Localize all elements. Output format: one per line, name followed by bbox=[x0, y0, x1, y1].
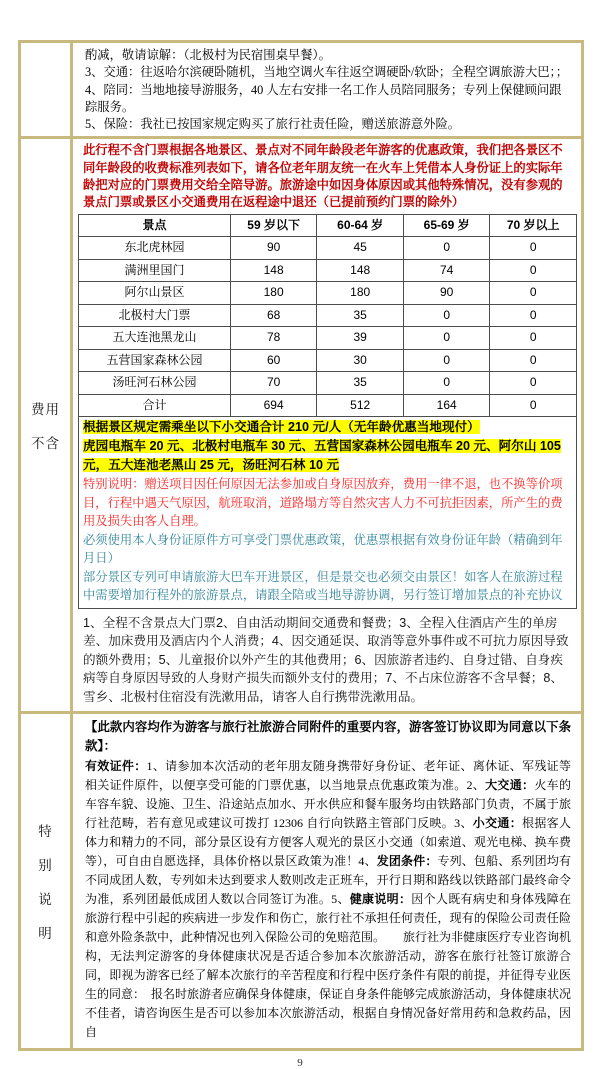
table-total-row bbox=[79, 394, 577, 417]
attraction-name: 汤旺河石林公园 bbox=[79, 372, 231, 395]
price-cell: 0 bbox=[403, 349, 490, 372]
special-notes-content bbox=[73, 714, 581, 1048]
price-cell: 0 bbox=[403, 237, 490, 260]
table-notes-cell bbox=[79, 417, 577, 609]
attraction-name: 北极村大门票 bbox=[79, 304, 231, 327]
row-special-notes bbox=[21, 711, 581, 1048]
fee-excluded-content bbox=[73, 139, 581, 711]
column-header: 59 岁以下 bbox=[230, 214, 317, 237]
fee-included-line: 3、交通：往返哈尔滨硬卧随机，当地空调火车往返空调硬卧/软卧；全程空调旅游大巴；； bbox=[85, 65, 568, 80]
price-cell: 45 bbox=[317, 237, 404, 260]
attraction-name: 五营国家森林公园 bbox=[79, 349, 231, 372]
attraction-name: 满洲里国门 bbox=[79, 259, 231, 282]
special-terms-segment: 专列、包船、系列团均有不同成团人数，专列如未达到要求人数则改走正班车，开行日期和路线以铁路部门最终命令为准，系列团最低成团人数以合同签订为准。5、 bbox=[85, 854, 571, 907]
table-row bbox=[79, 372, 577, 395]
small-transport-total bbox=[83, 418, 572, 437]
special-notes-label-char: 说 bbox=[38, 892, 53, 908]
column-header: 70 岁以上 bbox=[490, 214, 577, 237]
price-cell: 0 bbox=[490, 349, 577, 372]
price-cell: 90 bbox=[230, 237, 317, 260]
price-cell: 0 bbox=[490, 304, 577, 327]
table-header-row bbox=[79, 214, 577, 237]
attraction-name: 阿尔山景区 bbox=[79, 282, 231, 305]
special-notes-label bbox=[21, 714, 73, 1048]
price-cell: 0 bbox=[490, 237, 577, 260]
attraction-name: 五大连池黑龙山 bbox=[79, 327, 231, 350]
exclusion-list: 1、全程不含景点大门票2、自由活动期间交通费和餐费；3、全程入住酒店产生的单房差、加床费用及酒店内个人消费；4、因交通延误、取消等意外事件或不可抗力原因导致的额外费用；5、儿童报价以外产生的其他费用；6、因旅游者违约、自身过错、自身疾病等自身原因导致的人身财产损失而额外支付的费用；7、不占床位游客不含早餐；8、雪乡、北极村住宿没有洗漱用品，请客人自行携带洗漱用品。 bbox=[83, 615, 569, 704]
contract-terms-table bbox=[18, 40, 584, 1051]
total-cell: 0 bbox=[490, 394, 577, 417]
table-row bbox=[79, 282, 577, 305]
price-cell: 90 bbox=[403, 282, 490, 305]
special-notes-label-char: 明 bbox=[38, 926, 53, 942]
price-cell: 74 bbox=[403, 259, 490, 282]
fee-included-label-cell bbox=[21, 43, 73, 136]
page-number: 9 bbox=[297, 1057, 303, 1069]
special-notes-label-char: 特 bbox=[38, 824, 53, 840]
special-terms-segment: 发团条件： bbox=[376, 854, 438, 869]
price-cell: 68 bbox=[230, 304, 317, 327]
highlighted-text: 根据景区规定需乘坐以下小交通合计 210 元/人（无年龄优惠当地现付） bbox=[83, 420, 480, 435]
price-cell: 0 bbox=[490, 259, 577, 282]
ticket-price-table bbox=[78, 214, 577, 609]
table-row bbox=[79, 259, 577, 282]
table-row bbox=[79, 349, 577, 372]
price-cell: 180 bbox=[230, 282, 317, 305]
price-cell: 30 bbox=[317, 349, 404, 372]
special-terms-segment: 健康说明： bbox=[349, 892, 412, 907]
price-cell: 0 bbox=[403, 327, 490, 350]
row-fee-excluded bbox=[21, 136, 581, 711]
special-terms-segment: 火车的车容车貌、设施、卫生、沿途站点加水、开水供应和餐车服务均由铁路部门负责，不属于旅行社范畴，若有意见或建议可拨打 12306 自行向铁路主管部门反映。3、 bbox=[85, 778, 571, 831]
total-cell: 164 bbox=[403, 394, 490, 417]
price-cell: 0 bbox=[490, 327, 577, 350]
fee-included-line: 酌减，敬请谅解：（北极村为民宿围桌早餐）。 bbox=[85, 48, 331, 62]
price-cell: 70 bbox=[230, 372, 317, 395]
fee-included-content bbox=[73, 43, 581, 136]
total-cell: 694 bbox=[230, 394, 317, 417]
price-cell: 180 bbox=[317, 282, 404, 305]
price-cell: 148 bbox=[317, 259, 404, 282]
fee-excluded-label-line: 费用 bbox=[31, 402, 60, 418]
price-cell: 0 bbox=[403, 372, 490, 395]
contract-attachment-heading: 【此款内容均作为游客与旅行社旅游合同附件的重要内容，游客签订协议即为同意以下条款】： bbox=[85, 720, 571, 754]
price-cell: 60 bbox=[230, 349, 317, 372]
fee-excluded-label-line: 不含 bbox=[31, 436, 60, 452]
total-cell: 512 bbox=[317, 394, 404, 417]
column-header: 65-69 岁 bbox=[403, 214, 490, 237]
table-row bbox=[79, 304, 577, 327]
price-cell: 0 bbox=[403, 304, 490, 327]
special-terms-segment: 根据客人体力和精力的不同，部分景区设有方便客人观光的景区小交通（如索道、观光电梯、换车费等），可自由自愿选择，具体价格以景区政策为准！4、 bbox=[85, 816, 571, 869]
highlighted-text: 虎园电瓶车 20 元、北极村电瓶车 30 元、五营国家森林公园电瓶车 20 元、阿尔山 105 元，五大连池老黑山 25 元，汤旺河石林 10 元 bbox=[83, 439, 561, 473]
price-cell: 148 bbox=[230, 259, 317, 282]
table-row bbox=[79, 237, 577, 260]
column-header: 60-64 岁 bbox=[317, 214, 404, 237]
column-header: 景点 bbox=[79, 214, 231, 237]
special-notes-label-char: 别 bbox=[38, 858, 53, 874]
price-cell: 0 bbox=[490, 282, 577, 305]
id-card-note: 必须使用本人身份证原件方可享受门票优惠政策，优惠票根据有效身份证年龄（精确到年月日） bbox=[83, 532, 563, 566]
document-page bbox=[0, 40, 600, 1069]
price-cell: 39 bbox=[317, 327, 404, 350]
fee-included-line: 4、陪同：当地地接导游服务，40 人左右安排一名工作人员陪同服务；专列上保健顾问跟踪服务。 bbox=[85, 82, 562, 114]
special-terms-segment: 大交通： bbox=[485, 778, 535, 793]
fee-excluded-label bbox=[21, 139, 73, 711]
fee-included-line: 5、保险：我社已按国家规定购买了旅行社责任险，赠送旅游意外险。 bbox=[85, 117, 461, 132]
special-terms-segment: 因个人既有病史和身体残障在旅游行程中引起的疾病进一步发作和伤亡，旅行社不承担任何责任，现有的保险公司责任险和意外险条款中，此种情况也列入保险公司的免赔范围。 旅行社为非健康医疗专业咨询机构，无法判定游客的身体健康状况是否适合参加本次旅游活动，游客在旅行社签订旅游合同，即视为游客已经了解本次旅行的辛苦程度和行程中医疗条件有限的前提，并征得专业医生的同意： 报名时旅游者应确保身体健康，保证自身条件能够完成旅游活动，身体健康状况不佳者，请咨询医生是否可以参加本次旅游活动，根据自身情况备好常用药和急救药品，因自 bbox=[85, 892, 572, 1040]
price-cell: 0 bbox=[490, 372, 577, 395]
row-fee-included bbox=[21, 43, 581, 136]
special-note-red: 特别说明：赠送项目因任何原因无法参加或自身原因放弃，费用一律不退，也不换等价项目，行程中遇天气原因，航班取消，道路塌方等自然灾害人力不可抗拒因素，所产生的费用及损失由客人自理。 bbox=[83, 477, 563, 529]
price-cell: 78 bbox=[230, 327, 317, 350]
special-terms-segment: 1、请参加本次活动的老年朋友随身携带好身份证、老年证、离休证、军残证等相关证件原件，以便享受可能的门票优惠，以当地景点优惠政策为准。2、 bbox=[85, 759, 571, 793]
ticket-policy-intro: 此行程不含门票根据各地景区、景点对不同年龄段老年游客的优惠政策，我们把各景区不同年龄段的收费标准列表如下，请各位老年朋友统一在火车上凭借本人身份证上的实际年龄把对应的门票费用交给全陪导游。旅游途中如因身体原因或其他特殊情况，没有参观的景点门票或景区小交通费用在返程途中退还（已提前预约门票的除外） bbox=[83, 143, 563, 210]
special-terms-paragraph bbox=[85, 757, 571, 1042]
price-cell: 35 bbox=[317, 372, 404, 395]
table-row bbox=[79, 327, 577, 350]
total-label: 合计 bbox=[79, 394, 231, 417]
special-terms-segment: 有效证件： bbox=[85, 759, 147, 774]
attraction-name: 东北虎林园 bbox=[79, 237, 231, 260]
scenic-bus-note: 部分景区专列可申请旅游大巴车开进景区，但是景交也必须交由景区！如客人在旅游过程中需要增加行程外的旅游景点，请跟全陪或当地导游协调，另行签订增加景点的补充协议 bbox=[83, 569, 563, 603]
small-transport-detail bbox=[83, 437, 572, 475]
table-notes-row bbox=[79, 417, 577, 609]
price-cell: 35 bbox=[317, 304, 404, 327]
special-terms-segment: 小交通： bbox=[472, 816, 523, 831]
